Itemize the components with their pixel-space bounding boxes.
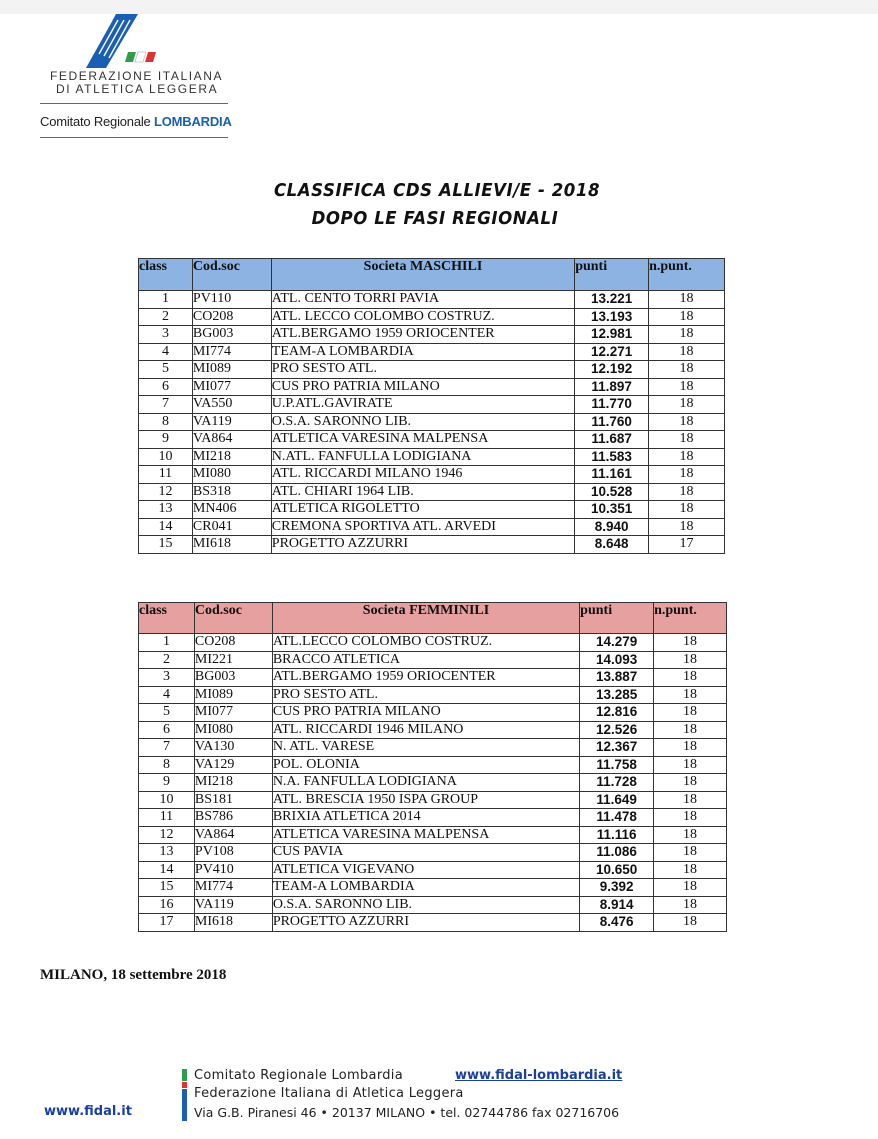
cell-punti: 10.351	[575, 501, 649, 519]
cell-npunt: 17	[649, 536, 725, 554]
table-row	[139, 396, 725, 414]
cell-punti: 12.271	[575, 343, 649, 361]
cell-punti: 12.981	[575, 326, 649, 344]
table-row	[139, 879, 727, 897]
table-row	[139, 756, 727, 774]
table-row	[139, 774, 727, 792]
cell-societa: ATLETICA VIGEVANO	[272, 861, 579, 879]
cell-punti: 12.526	[580, 721, 654, 739]
cell-societa: CUS PAVIA	[272, 844, 579, 862]
cell-npunt: 18	[649, 378, 725, 396]
cell-punti: 13.887	[580, 669, 654, 687]
cell-cod: BG003	[192, 326, 271, 344]
cell-punti: 11.770	[575, 396, 649, 414]
cell-societa: U.P.ATL.GAVIRATE	[271, 396, 574, 414]
cell-punti: 8.648	[575, 536, 649, 554]
fidal-logo-icon	[86, 12, 166, 70]
cell-punti: 11.897	[575, 378, 649, 396]
cell-cod: CO208	[194, 634, 272, 652]
table-row	[139, 536, 725, 554]
cell-class: 10	[139, 791, 195, 809]
cell-punti: 8.476	[580, 914, 654, 932]
page-title: CLASSIFICA CDS ALLIEVI/E - 2018	[273, 180, 601, 201]
cell-class: 15	[139, 879, 195, 897]
cell-npunt: 18	[654, 634, 727, 652]
cell-npunt: 18	[654, 739, 727, 757]
place-date: MILANO, 18 settembre 2018	[40, 967, 227, 983]
cell-class: 14	[139, 861, 195, 879]
women-ranking-table	[138, 602, 727, 932]
cell-npunt: 18	[649, 326, 725, 344]
cell-punti: 11.649	[580, 791, 654, 809]
table-row	[139, 721, 727, 739]
cell-societa: BRIXIA ATLETICA 2014	[272, 809, 579, 827]
committee-region: LOMBARDIA	[154, 114, 232, 129]
cell-cod: VA550	[192, 396, 271, 414]
cell-npunt: 18	[649, 308, 725, 326]
header-npunt: n.punt.	[649, 259, 725, 291]
table-row	[139, 326, 725, 344]
header-cod: Cod.soc	[192, 259, 271, 291]
cell-class: 10	[139, 448, 193, 466]
footer-address: Via G.B. Piranesi 46 • 20137 MILANO • tel. 02744786 fax 02716706	[194, 1105, 620, 1120]
cell-societa: CUS PRO PATRIA MILANO	[272, 704, 579, 722]
cell-punti: 14.279	[580, 634, 654, 652]
cell-cod: VA119	[192, 413, 271, 431]
cell-class: 6	[139, 721, 195, 739]
cell-npunt: 18	[654, 914, 727, 932]
footer-regional-link[interactable]: www.fidal-lombardia.it	[455, 1068, 623, 1083]
cell-npunt: 18	[654, 756, 727, 774]
cell-societa: ATL. RICCARDI MILANO 1946	[271, 466, 574, 484]
men-table-body	[139, 291, 725, 554]
table-row	[139, 501, 725, 519]
cell-npunt: 18	[649, 413, 725, 431]
table-row	[139, 739, 727, 757]
cell-npunt: 18	[649, 291, 725, 309]
cell-cod: MI618	[192, 536, 271, 554]
cell-cod: BG003	[194, 669, 272, 687]
cell-class: 2	[139, 308, 193, 326]
table-row	[139, 518, 725, 536]
header-npunt: n.punt.	[654, 603, 727, 634]
header-societa: Societa FEMMINILI	[272, 603, 579, 634]
cell-societa: N.ATL. FANFULLA LODIGIANA	[271, 448, 574, 466]
table-row	[139, 448, 725, 466]
table-row	[139, 791, 727, 809]
cell-cod: PV108	[194, 844, 272, 862]
cell-cod: BS786	[194, 809, 272, 827]
cell-class: 5	[139, 704, 195, 722]
cell-npunt: 18	[654, 861, 727, 879]
cell-punti: 10.650	[580, 861, 654, 879]
cell-class: 3	[139, 326, 193, 344]
table-row	[139, 343, 725, 361]
table-row	[139, 483, 725, 501]
table-row	[139, 704, 727, 722]
cell-societa: PRO SESTO ATL.	[271, 361, 574, 379]
cell-cod: MI089	[194, 686, 272, 704]
cell-punti: 11.760	[575, 413, 649, 431]
cell-npunt: 18	[654, 669, 727, 687]
header-class: class	[139, 259, 193, 291]
committee-label	[40, 114, 232, 129]
cell-cod: MI618	[194, 914, 272, 932]
cell-punti: 12.367	[580, 739, 654, 757]
cell-societa: ATL. CENTO TORRI PAVIA	[271, 291, 574, 309]
table-row	[139, 826, 727, 844]
footer-site-link[interactable]: www.fidal.it	[44, 1104, 132, 1119]
cell-npunt: 18	[654, 704, 727, 722]
table-row	[139, 413, 725, 431]
cell-npunt: 18	[654, 809, 727, 827]
men-ranking-table	[138, 258, 725, 554]
table-row	[139, 669, 727, 687]
cell-cod: MI774	[194, 879, 272, 897]
cell-class: 9	[139, 774, 195, 792]
cell-punti: 12.816	[580, 704, 654, 722]
cell-cod: VA864	[192, 431, 271, 449]
header-punti: punti	[575, 259, 649, 291]
cell-societa: N.A. FANFULLA LODIGIANA	[272, 774, 579, 792]
table-row	[139, 466, 725, 484]
cell-societa: PROGETTO AZZURRI	[271, 536, 574, 554]
table-row	[139, 308, 725, 326]
cell-class: 16	[139, 896, 195, 914]
cell-punti: 8.914	[580, 896, 654, 914]
footer-federation: Federazione Italiana di Atletica Leggera	[194, 1086, 464, 1101]
women-table-header	[139, 603, 727, 634]
cell-punti: 11.086	[580, 844, 654, 862]
cell-punti: 11.478	[580, 809, 654, 827]
table-row	[139, 291, 725, 309]
cell-societa: PROGETTO AZZURRI	[272, 914, 579, 932]
cell-cod: MI089	[192, 361, 271, 379]
cell-class: 12	[139, 826, 195, 844]
cell-cod: VA130	[194, 739, 272, 757]
cell-societa: ATL. LECCO COLOMBO COSTRUZ.	[271, 308, 574, 326]
cell-cod: CR041	[192, 518, 271, 536]
cell-societa: POL. OLONIA	[272, 756, 579, 774]
cell-npunt: 18	[654, 826, 727, 844]
cell-punti: 11.116	[580, 826, 654, 844]
cell-punti: 14.093	[580, 651, 654, 669]
cell-cod: BS181	[194, 791, 272, 809]
header-class: class	[139, 603, 195, 634]
cell-cod: MI077	[192, 378, 271, 396]
cell-cod: VA129	[194, 756, 272, 774]
cell-societa: PRO SESTO ATL.	[272, 686, 579, 704]
cell-class: 3	[139, 669, 195, 687]
cell-punti: 11.161	[575, 466, 649, 484]
header-divider-bottom	[40, 137, 228, 138]
cell-npunt: 18	[649, 483, 725, 501]
cell-societa: O.S.A. SARONNO LIB.	[271, 413, 574, 431]
table-row	[139, 809, 727, 827]
cell-class: 4	[139, 686, 195, 704]
table-row	[139, 634, 727, 652]
federation-line-2: DI ATLETICA LEGGERA	[56, 82, 219, 96]
federation-line-1: FEDERAZIONE ITALIANA	[50, 69, 224, 83]
table-row	[139, 686, 727, 704]
cell-punti: 13.193	[575, 308, 649, 326]
cell-class: 1	[139, 291, 193, 309]
cell-cod: MI221	[194, 651, 272, 669]
cell-class: 12	[139, 483, 193, 501]
table-row	[139, 431, 725, 449]
table-row	[139, 861, 727, 879]
cell-cod: VA119	[194, 896, 272, 914]
cell-class: 6	[139, 378, 193, 396]
footer-flag-green	[182, 1069, 187, 1081]
cell-class: 9	[139, 431, 193, 449]
cell-societa: BRACCO ATLETICA	[272, 651, 579, 669]
header-societa: Societa MASCHILI	[271, 259, 574, 291]
cell-punti: 11.758	[580, 756, 654, 774]
footer-flag-red	[182, 1082, 187, 1088]
table-row	[139, 378, 725, 396]
header-divider-top	[40, 103, 228, 104]
cell-class: 7	[139, 396, 193, 414]
cell-cod: BS318	[192, 483, 271, 501]
cell-punti: 11.583	[575, 448, 649, 466]
cell-class: 11	[139, 809, 195, 827]
table-row	[139, 651, 727, 669]
cell-cod: PV410	[194, 861, 272, 879]
cell-class: 17	[139, 914, 195, 932]
cell-societa: ATL. CHIARI 1964 LIB.	[271, 483, 574, 501]
cell-class: 5	[139, 361, 193, 379]
cell-societa: CUS PRO PATRIA MILANO	[271, 378, 574, 396]
cell-cod: MN406	[192, 501, 271, 519]
cell-class: 2	[139, 651, 195, 669]
cell-class: 1	[139, 634, 195, 652]
cell-punti: 8.940	[575, 518, 649, 536]
cell-npunt: 18	[649, 448, 725, 466]
header-cod: Cod.soc	[194, 603, 272, 634]
cell-class: 7	[139, 739, 195, 757]
cell-npunt: 18	[649, 396, 725, 414]
cell-societa: ATLETICA VARESINA MALPENSA	[271, 431, 574, 449]
cell-npunt: 18	[654, 721, 727, 739]
cell-punti: 12.192	[575, 361, 649, 379]
cell-societa: ATL.BERGAMO 1959 ORIOCENTER	[271, 326, 574, 344]
cell-class: 4	[139, 343, 193, 361]
cell-punti: 11.728	[580, 774, 654, 792]
cell-cod: CO208	[192, 308, 271, 326]
cell-class: 14	[139, 518, 193, 536]
table-row	[139, 844, 727, 862]
cell-npunt: 18	[654, 844, 727, 862]
page-subtitle: DOPO LE FASI REGIONALI	[311, 208, 559, 229]
women-table-body	[139, 634, 727, 932]
cell-societa: ATL.BERGAMO 1959 ORIOCENTER	[272, 669, 579, 687]
cell-cod: MI080	[192, 466, 271, 484]
cell-cod: MI080	[194, 721, 272, 739]
cell-cod: PV110	[192, 291, 271, 309]
cell-class: 13	[139, 501, 193, 519]
cell-npunt: 18	[649, 466, 725, 484]
table-row	[139, 914, 727, 932]
cell-societa: TEAM-A LOMBARDIA	[272, 879, 579, 897]
cell-npunt: 18	[654, 896, 727, 914]
cell-societa: O.S.A. SARONNO LIB.	[272, 896, 579, 914]
cell-class: 8	[139, 756, 195, 774]
cell-npunt: 18	[649, 343, 725, 361]
cell-npunt: 18	[649, 431, 725, 449]
cell-npunt: 18	[654, 774, 727, 792]
table-row	[139, 896, 727, 914]
cell-npunt: 18	[654, 879, 727, 897]
cell-punti: 10.528	[575, 483, 649, 501]
cell-punti: 11.687	[575, 431, 649, 449]
footer-committee: Comitato Regionale Lombardia	[194, 1068, 403, 1083]
cell-npunt: 18	[649, 518, 725, 536]
table-row	[139, 361, 725, 379]
cell-societa: ATL.LECCO COLOMBO COSTRUZ.	[272, 634, 579, 652]
cell-cod: MI218	[194, 774, 272, 792]
cell-npunt: 18	[654, 686, 727, 704]
cell-npunt: 18	[654, 791, 727, 809]
cell-cod: MI774	[192, 343, 271, 361]
cell-punti: 13.285	[580, 686, 654, 704]
cell-societa: ATL. RICCARDI 1946 MILANO	[272, 721, 579, 739]
cell-societa: ATL. BRESCIA 1950 ISPA GROUP	[272, 791, 579, 809]
cell-cod: MI077	[194, 704, 272, 722]
cell-npunt: 18	[649, 361, 725, 379]
cell-class: 8	[139, 413, 193, 431]
men-table-header	[139, 259, 725, 291]
cell-cod: MI218	[192, 448, 271, 466]
cell-npunt: 18	[649, 501, 725, 519]
cell-punti: 13.221	[575, 291, 649, 309]
cell-punti: 9.392	[580, 879, 654, 897]
committee-prefix: Comitato Regionale	[40, 114, 151, 129]
cell-societa: ATLETICA VARESINA MALPENSA	[272, 826, 579, 844]
cell-societa: N. ATL. VARESE	[272, 739, 579, 757]
cell-class: 11	[139, 466, 193, 484]
cell-societa: ATLETICA RIGOLETTO	[271, 501, 574, 519]
cell-npunt: 18	[654, 651, 727, 669]
cell-societa: CREMONA SPORTIVA ATL. ARVEDI	[271, 518, 574, 536]
header-punti: punti	[580, 603, 654, 634]
cell-cod: VA864	[194, 826, 272, 844]
cell-class: 13	[139, 844, 195, 862]
cell-societa: TEAM-A LOMBARDIA	[271, 343, 574, 361]
footer-flag-blue	[182, 1089, 187, 1121]
cell-class: 15	[139, 536, 193, 554]
